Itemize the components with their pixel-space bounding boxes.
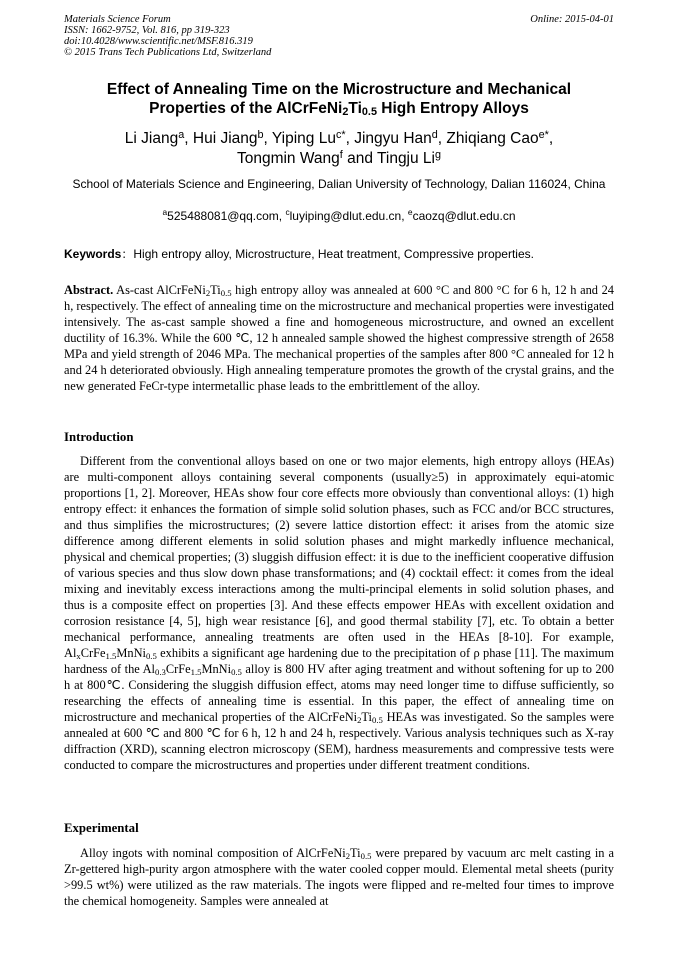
author: Li Jiang$^a$	[124, 129, 185, 147]
author: Yiping $Lu^{c*}$	[271, 129, 346, 147]
doi-line: doi:10.4028/www.scientific.net/MSF.816.319	[64, 36, 253, 47]
paper-title	[64, 80, 614, 118]
experimental-paragraph: Alloy ingots with nominal composition of $AlCrFeNi_2Ti_{0.5}$ were prepared by vacuum arc melt casting in a Zr-gettered high-purity argon atmosphere with the water cooled copper mould. Elemental metal sheets (purity >99.5 wt%) were utilized as the raw materials. The ingots were flipped and re-melted four times to improve the chemical homogeneity. Samples were annealed at	[64, 846, 614, 908]
keywords: Keywords：High entropy alloy, Microstructure, Heat treatment, Compressive properties.	[64, 247, 534, 261]
introduction-paragraph: Different from the conventional alloys based on one or two major elements, high entropy alloys (HEAs) are multi-component alloys containing several components (usually≥5) in approximately equi-atomic proportions [1, 2]. Moreover, HEAs show four core effects more obviously than conventional alloys: (1) high entropy effect: it enhances the formation of simple solid solution phases, such as FCC and/or BCC structures, and thus simplifies the microstructures; (2) severe lattice distortion effect: it arises from the atomic size difference among different elements in solid solution phases and might markedly influence mechanical, physical and chemical properties; (3) sluggish diffusion effect: it is due to the inefficient cooperative diffusion of various species and thus slow down phase transformations; and (4) cocktail effect: it comes from the ideal mixing and inevitably excess interactions among the multi-principal elements in solid solution phases, and thus is a composite effect on properties [3]. And these effects empower HEAs with excellent oxidation and corrosion resistance [4, 5], high wear resistance [6], and good thermal stability [7], etc. To obtain a better mechanical performance, annealing treatments are often used in the HEAs [8-10]. For example, $Al_xCrFe_{1.5}MnNi_{0.5}$ exhibits a significant age hardening due to the precipitation of ρ phase [11]. The maximum hardness of the $Al_{0.3}CrFe_{1.5}MnNi_{0.5}$ alloy is 800 HV after aging treatment and without softening for up to 200 h at 800℃. Considering the sluggish diffusion effect, atoms may need longer time to diffuse sufficiently, so researching the effects of annealing time is essential. In this paper, the effect of annealing time on microstructure and mechanical properties of the $AlCrFeNi_2Ti_{0.5}$ HEAs was investigated. So the samples were annealed at 600 ℃ and 800 ℃ for 6 h, 12 h and 24 h, respectively. Various analysis techniques such as X-ray diffraction (XRD), scanning electron microscopy (SEM), hardness measurements and compressive tests were conducted to compare the microstructures and properties under different treatment conditions.	[64, 454, 614, 772]
copyright-line: © 2015 Trans Tech Publications Ltd, Switzerland	[64, 47, 272, 58]
introduction-heading: Introduction	[64, 430, 134, 444]
author-list: Li Jiang$^a$, Hui Jiang$^b$, Yiping $Lu^{c*}$, Jingyu Han$^d$, Zhiqiang Cao$^{e*}$, Tongmin Wang$^f$ and Tingju Li$^g$	[124, 129, 554, 167]
email-list: $^a$525488081@qq.com, $^c$luyiping@dlut.edu.cn, $^e$caozq@dlut.edu.cn	[162, 207, 516, 223]
author: Jingyu Han$^d$	[354, 129, 438, 147]
issn-line: ISSN: 1662-9752, Vol. 816, pp 319-323	[64, 25, 230, 36]
author: Hui Jiang$^b$	[192, 129, 264, 147]
online-date: Online: 2015-04-01	[530, 14, 614, 25]
title-line-1: Effect of Annealing Time on the Microstructure and Mechanical	[106, 81, 572, 98]
experimental-heading: Experimental	[64, 821, 139, 835]
abstract-label: Abstract.	[64, 283, 114, 297]
journal-name: Materials Science Forum	[64, 14, 171, 25]
author: Tingju Li$^g$	[376, 149, 442, 167]
email[interactable]: $^c$luyiping@dlut.edu.cn	[285, 207, 402, 223]
email[interactable]: $^a$525488081@qq.com	[162, 207, 279, 223]
abstract: Abstract. As-cast $AlCrFeNi_2Ti_{0.5}$ high entropy alloy was annealed at 600 °C and 800 °C for 6 h, 12 h and 24 h, respectively. The effect of annealing time on the microstructure and mechanical properties were investigated intensively. The as-cast sample showed a fine and homogeneous microstructure, and owned an excellent ductility of 16.3%. While the 600 ℃, 12 h annealed sample showed the highest compressive strength of 2658 MPa and yield strength of 2046 MPa. The mechanical properties of the samples after 800 °C annealed for 12 h and 24 h deteriorated obviously. High annealing temperature promotes the growth of the crystal grains, and the new generated FeCr-type intermetallic phase leads to the embrittlement of the alloy.	[64, 283, 614, 393]
journal-info	[64, 14, 271, 58]
author: Zhiqiang Cao$^{e*}$	[446, 129, 549, 147]
author: Tongmin Wang$^f$	[236, 149, 343, 167]
affiliation: School of Materials Science and Engineering, Dalian University of Technology, Dalian 116024, China	[72, 177, 606, 191]
title-line-2: Properties of the $AlCrFeNi_2Ti_{0.5}$ High Entropy Alloys	[149, 100, 529, 118]
keywords-label: Keywords	[64, 247, 122, 261]
email[interactable]: $^e$caozq@dlut.edu.cn	[407, 207, 516, 223]
keywords-text: High entropy alloy, Microstructure, Heat treatment, Compressive properties.	[133, 247, 534, 261]
